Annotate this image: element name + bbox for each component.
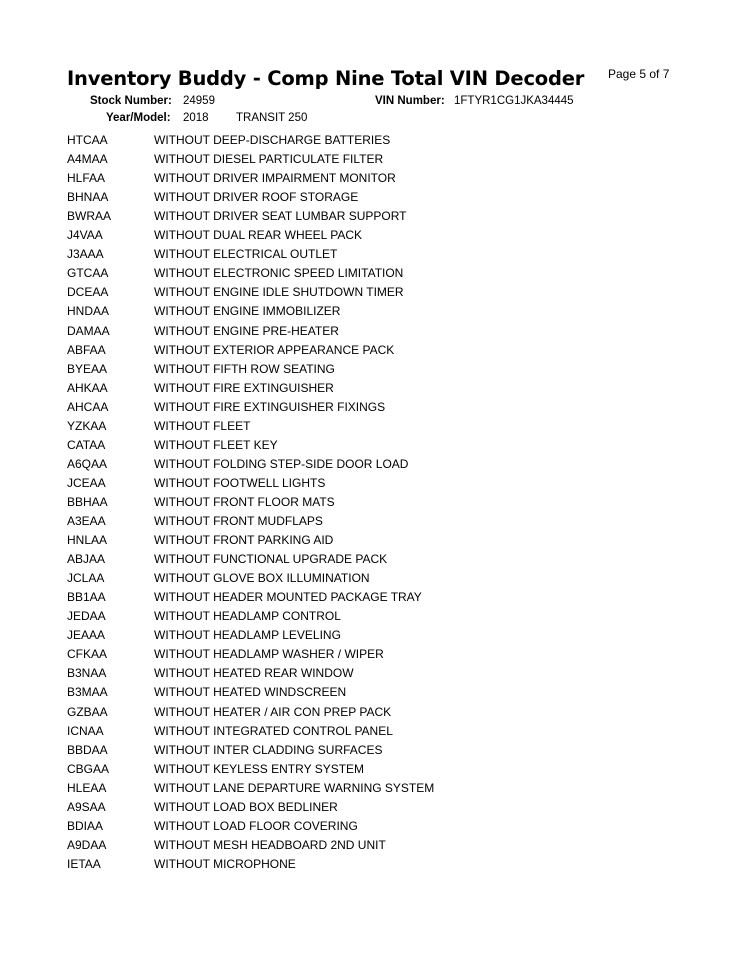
option-description: WITHOUT FRONT MUDFLAPS [154,514,323,528]
option-code: AHKAA [67,380,108,395]
option-description: WITHOUT MICROPHONE [154,856,296,871]
option-code: A4MAA [67,152,108,167]
option-description: WITHOUT FLEET KEY [154,437,278,452]
option-description: WITHOUT LOAD FLOOR COVERING [154,818,358,833]
option-description: WITHOUT FLEET [154,418,251,433]
model-value: TRANSIT 250 [236,112,308,124]
option-code: BDIAA [67,818,104,833]
option-code: GTCAA [67,266,109,281]
option-code: J3AAA [67,247,104,262]
option-code: B3NAA [67,666,107,681]
option-description: WITHOUT LANE DEPARTURE WARNING SYSTEM [154,780,435,795]
stock-number [90,95,172,107]
option-description: WITHOUT FOOTWELL LIGHTS [154,475,326,490]
option-description: WITHOUT INTEGRATED CONTROL PANEL [154,723,393,738]
option-description: WITHOUT HEATED REAR WINDOW [154,666,354,681]
option-description: WITHOUT HEADLAMP CONTROL [154,609,341,624]
option-code: JCEAA [67,475,106,490]
option-code: B3MAA [67,685,108,700]
option-code: BBDAA [67,742,108,757]
vin-number [375,95,445,107]
option-description: WITHOUT FIFTH ROW SEATING [154,361,335,376]
option-description: WITHOUT HEADER MOUNTED PACKAGE TRAY [154,590,422,605]
option-description: WITHOUT HEADLAMP WASHER / WIPER [154,647,384,662]
option-code: A9DAA [67,837,107,852]
option-code: CBGAA [67,761,110,776]
option-description: WITHOUT FRONT PARKING AID [154,533,334,548]
option-description: WITHOUT MESH HEADBOARD 2ND UNIT [154,837,386,852]
option-code: HLFAA [67,171,106,186]
year-model-label: Year/Model: [106,112,171,124]
option-description: WITHOUT ENGINE IMMOBILIZER [154,304,341,319]
vin-number-label: VIN Number: [375,95,445,107]
option-code: BBHAA [67,494,108,509]
option-code: BHNAA [67,190,109,205]
option-description: WITHOUT ELECTRONIC SPEED LIMITATION [154,266,404,281]
option-code: A6QAA [67,456,108,471]
option-description: WITHOUT DUAL REAR WHEEL PACK [154,228,363,243]
year-value: 2018 [183,112,209,124]
vin-number-value: 1FTYR1CG1JKA34445 [454,95,574,107]
option-code: YZKAA [67,418,107,433]
option-description: WITHOUT HEATER / AIR CON PREP PACK [154,704,392,719]
option-description: WITHOUT FRONT FLOOR MATS [154,494,335,509]
stock-number-value: 24959 [183,95,215,107]
option-description: WITHOUT ELECTRICAL OUTLET [154,247,338,262]
option-description: WITHOUT FIRE EXTINGUISHER FIXINGS [154,399,386,414]
option-description: WITHOUT DIESEL PARTICULATE FILTER [154,152,384,167]
option-code: JEAAA [67,628,106,643]
option-code: JEDAA [67,609,106,624]
option-description: WITHOUT LOAD BOX BEDLINER [154,799,338,814]
option-description: WITHOUT HEATED WINDSCREEN [154,685,347,700]
option-code: IETAA [67,856,101,871]
option-description: WITHOUT HEADLAMP LEVELING [154,628,341,643]
option-code: HNDAA [67,304,110,319]
option-code: JCLAA [67,571,105,586]
option-code: J4VAA [67,228,103,243]
option-code: CFKAA [67,647,108,662]
option-description: WITHOUT INTER CLADDING SURFACES [154,742,383,757]
option-code: BWRAA [67,209,112,224]
option-description: WITHOUT FUNCTIONAL UPGRADE PACK [154,552,388,567]
option-code: HLEAA [67,780,107,795]
option-description: WITHOUT EXTERIOR APPEARANCE PACK [154,342,395,357]
option-description: WITHOUT GLOVE BOX ILLUMINATION [154,571,370,586]
option-code: HNLAA [67,533,108,548]
option-code: A3EAA [67,514,106,528]
page-number: Page 5 of 7 [608,67,670,81]
option-code: ICNAA [67,723,104,738]
option-description: WITHOUT ENGINE IDLE SHUTDOWN TIMER [154,285,404,300]
option-code: BB1AA [67,590,106,605]
option-code: CATAA [67,437,106,452]
option-description: WITHOUT ENGINE PRE-HEATER [154,323,339,338]
option-code: AHCAA [67,399,109,414]
option-description: WITHOUT DRIVER SEAT LUMBAR SUPPORT [154,209,407,224]
option-description: WITHOUT FOLDING STEP-SIDE DOOR LOAD [154,456,409,471]
option-code: ABFAA [67,342,106,357]
year-model [106,112,171,124]
option-description: WITHOUT DRIVER ROOF STORAGE [154,190,359,205]
document-title: Inventory Buddy - Comp Nine Total VIN Decoder [67,67,585,90]
stock-number-label: Stock Number: [90,95,172,107]
option-code: GZBAA [67,704,108,719]
option-code: ABJAA [67,552,106,567]
option-code: A9SAA [67,799,106,814]
option-code: DCEAA [67,285,109,300]
option-description: WITHOUT FIRE EXTINGUISHER [154,380,334,395]
option-code: HTCAA [67,133,108,147]
option-description: WITHOUT DEEP-DISCHARGE BATTERIES [154,133,391,147]
option-description: WITHOUT KEYLESS ENTRY SYSTEM [154,761,365,776]
option-description: WITHOUT DRIVER IMPAIRMENT MONITOR [154,171,396,186]
option-code: DAMAA [67,323,110,338]
option-code: BYEAA [67,361,108,376]
